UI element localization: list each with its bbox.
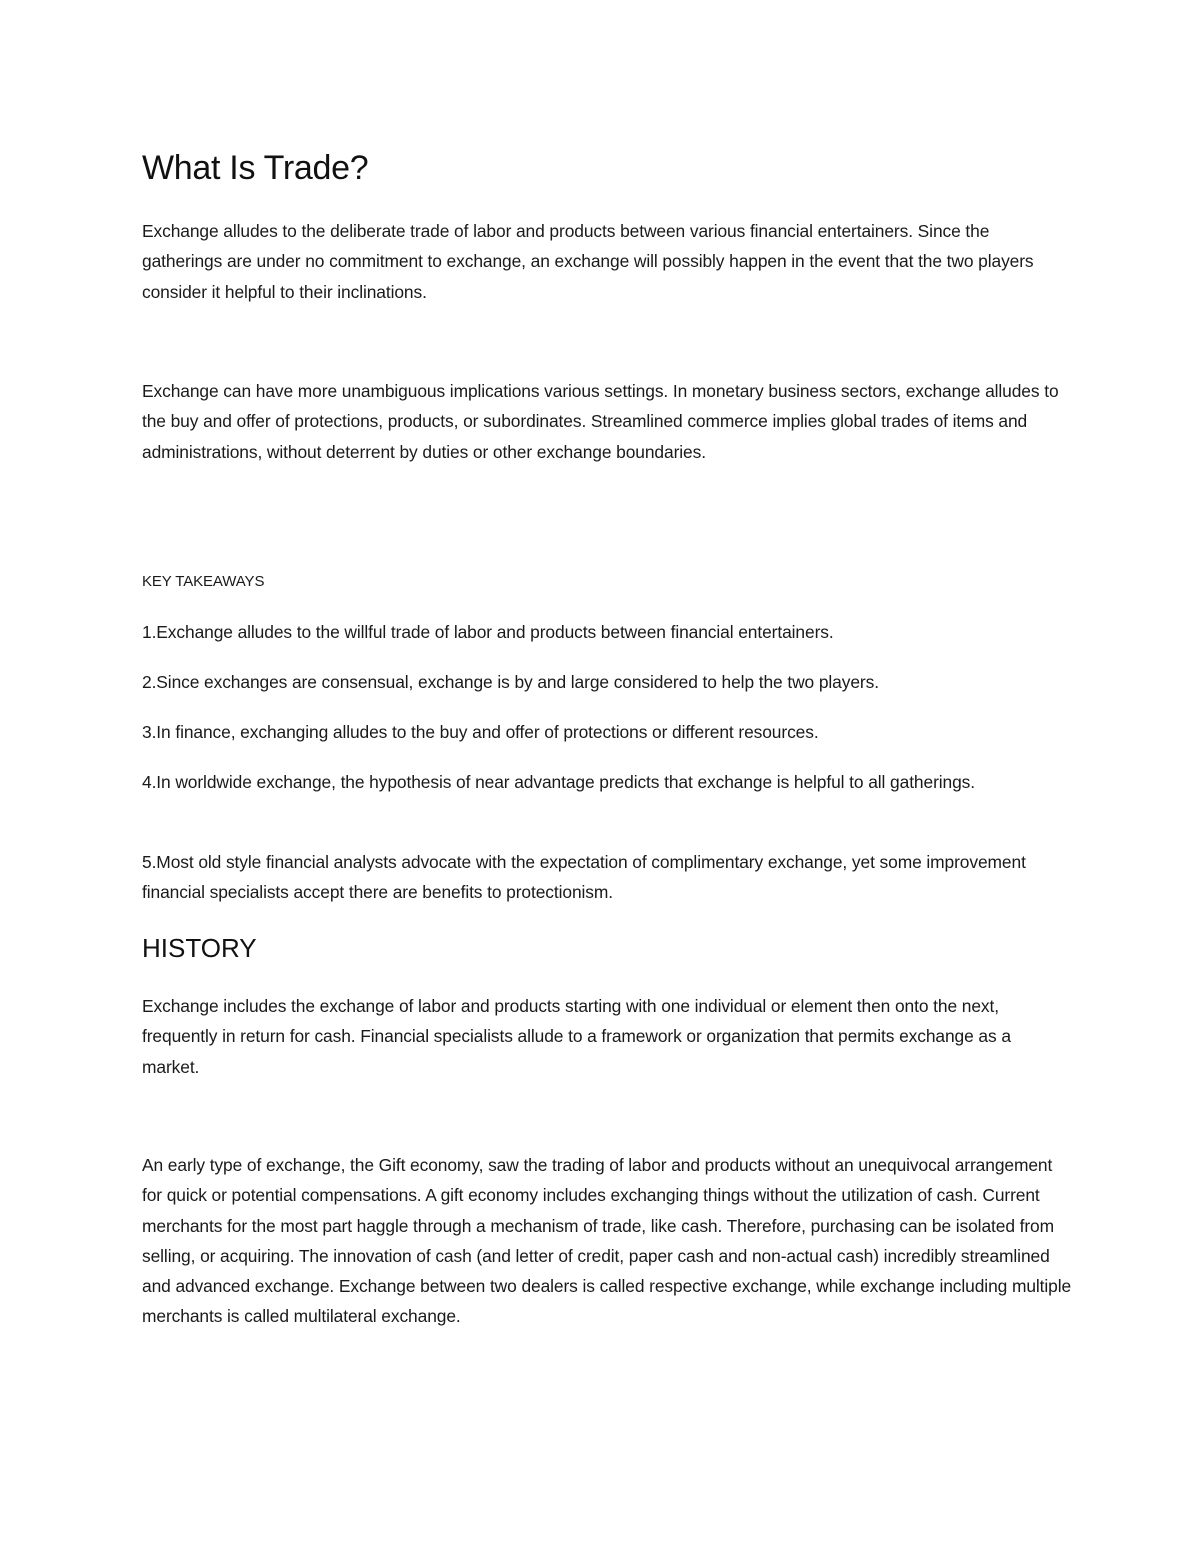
takeaway-item-2: 2.Since exchanges are consensual, exchange is by and large considered to help the two players. [142,672,879,692]
takeaway-item-5: 5.Most old style financial analysts advocate with the expectation of complimentary exchange, yet some improvement financial specialists accept there are benefits to protectionism. [142,852,1026,903]
document-title: What Is Trade? [142,149,369,187]
key-takeaways-label: KEY TAKEAWAYS [142,573,265,590]
history-paragraph-1: Exchange includes the exchange of labor and products starting with one individual or element then onto the next, frequently in return for cash. Financial specialists allude to a framework or organization that permits exchange as a market. [142,996,1011,1077]
history-heading: HISTORY [142,933,257,963]
intro-paragraph-1: Exchange alludes to the deliberate trade of labor and products between various financial entertainers. Since the gatherings are under no commitment to exchange, an exchange will possibly happen in the event that the two players consider it helpful to their inclinations. [142,221,1034,302]
intro-paragraph-2: Exchange can have more unambiguous implications various settings. In monetary business sectors, exchange alludes to the buy and offer of protections, products, or subordinates. Streamlined commerce implies global trades of items and administrations, without deterrent by duties or other exchange boundaries. [142,381,1059,462]
takeaway-item-1: 1.Exchange alludes to the willful trade of labor and products between financial entertainers. [142,622,834,642]
history-paragraph-2: An early type of exchange, the Gift economy, saw the trading of labor and products without an unequivocal arrangement for quick or potential compensations. A gift economy includes exchanging things without the utilization of cash. Current merchants for the most part haggle through a mechanism of trade, like cash. Therefore, purchasing can be isolated from selling, or acquiring. The innovation of cash (and letter of credit, paper cash and non-actual cash) incredibly streamlined and advanced exchange. Exchange between two dealers is called respective exchange, while exchange including multiple merchants is called multilateral exchange. [142,1155,1072,1327]
takeaway-item-4: 4.In worldwide exchange, the hypothesis of near advantage predicts that exchange is helpful to all gatherings. [142,772,975,792]
takeaway-item-3: 3.In finance, exchanging alludes to the buy and offer of protections or different resources. [142,722,819,742]
